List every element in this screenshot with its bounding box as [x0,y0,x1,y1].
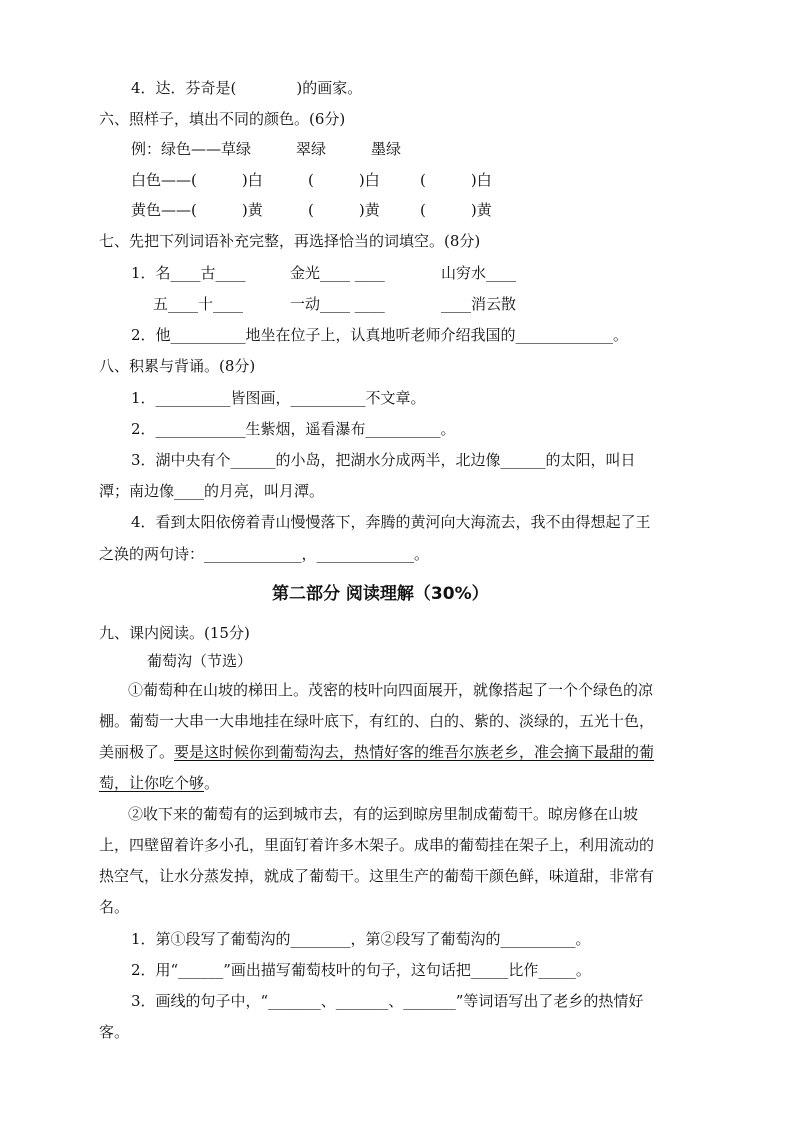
passage-line [99,773,219,793]
passage-text: 美丽极了。 [99,743,175,761]
section-8-question-3: 3．湖中央有个______的小岛，把湖水分成两半，北边像______的太阳，叫日 [131,451,636,469]
passage-line: ②收下来的葡萄有的运到城市去，有的运到晾房里制成葡萄干。晾房修在山坡 [128,805,639,823]
reading-question-3-continued: 客。 [99,1023,130,1041]
section-8-question-4: 4．看到太阳依傍着青山慢慢落下，奔腾的黄河向大海流去，我不由得想起了王 [131,513,651,531]
section-8-title: 八、积累与背诵。(8分) [99,357,256,375]
reading-question-3: 3．画线的句子中，“_______、_______、_______”等词语写出了老乡的热情好 [131,992,644,1010]
section-7-question-2: 2．他__________地坐在位子上，认真地听老师介绍我国的_____________。 [131,326,629,344]
passage-line [99,742,654,762]
color-blank: ( )白 [420,171,492,189]
idiom-blank: ____消云散 [441,295,517,313]
passage-title: 葡萄沟（节选） [147,652,253,670]
idiom-blank: 五____十____ [153,295,244,313]
section-9-title: 九、课内阅读。(15分) [99,624,250,642]
passage-line: 上，四壁留着许多小孔，里面钉着许多木架子。成串的葡萄挂在架子上，利用流动的 [99,836,655,854]
color-blank: 白色——( )白 [131,171,263,189]
section-8-question-3-continued: 潭；南边像____的月亮，叫月潭。 [99,482,325,500]
passage-line: 棚。葡萄一大串一大串地挂在绿叶底下，有红的、白的、紫的、淡绿的，五光十色， [99,712,655,730]
passage-text: 。 [204,774,220,792]
section-8-question-4-continued: 之涣的两句诗：_____________，_____________。 [99,545,430,563]
reading-question-2: 2．用“______”画出描写葡萄枝叶的句子，这句话把_____比作_____。 [131,961,591,979]
passage-line: 热空气，让水分蒸发掉，就成了葡萄干。这里生产的葡萄干颜色鲜，味道甜，非常有 [99,867,655,885]
section-8-question-1: 1．__________皆图画，__________不文章。 [131,389,426,407]
color-blank: ( )白 [308,171,380,189]
section-6-title: 六、照样子，填出不同的颜色。(6分) [99,110,346,128]
color-blank: 黄色——( )黄 [131,201,263,219]
color-blank: ( )黄 [308,201,380,219]
underlined-sentence: 要是这时候你到葡萄沟去，热情好客的维吾尔族老乡，准会摘下最甜的葡 [174,743,655,761]
passage-line: ①葡萄种在山坡的梯田上。茂密的枝叶向四面展开，就像搭起了一个个绿色的凉 [128,681,654,699]
idiom-blank: 金光____ ____ [290,264,385,282]
color-blank: ( )黄 [420,201,492,219]
idiom-blank: 山穷水____ [441,264,517,282]
reading-question-1: 1．第①段写了葡萄沟的________，第②段写了葡萄沟的__________。 [131,930,591,948]
idiom-blank: 一动____ ____ [290,295,385,313]
idiom-blank: 1．名____古____ [131,264,246,282]
section-6-example: 例：绿色——草绿 翠绿 墨绿 [131,140,402,158]
underlined-sentence: 萄，让你吃个够 [99,774,205,792]
part-2-heading: 第二部分 阅读理解（30%） [272,584,489,604]
passage-line: 名。 [99,898,130,916]
section-7-title: 七、先把下列词语补充完整，再选择恰当的词填空。(8分) [99,232,481,250]
section-8-question-2: 2．____________生紫烟，遥看瀑布__________。 [131,420,456,438]
question-4: 4．达．芬奇是( )的画家。 [131,79,363,97]
